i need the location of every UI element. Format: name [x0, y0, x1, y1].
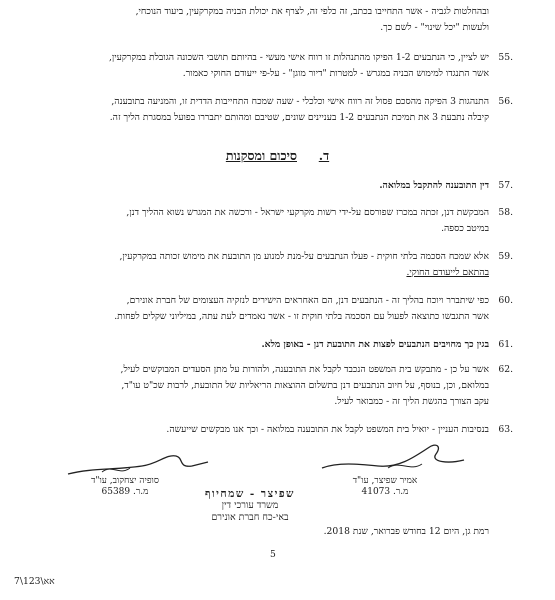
signer-license-right: מ.ר. 41073 — [361, 487, 409, 497]
paragraph-61-line-1: בגין כך מחויבים הנתבעים לפצות את התובעת דנן - באופן מלא. — [261, 339, 489, 350]
paragraph-number-61: 61. — [498, 339, 513, 350]
continuation-line-1: ובהחלטות לגביה - אשר התחייבו בכתב, זה כלפי זה, לצרף את יכולת הבניה במקרקעין, ביעוד הנוכחי, — [135, 6, 489, 17]
signer-name-left: סופיה יצחקוב, עו"ד — [91, 476, 159, 486]
paragraph-number-58: 58. — [498, 207, 513, 218]
paragraph-number-62: 62. — [498, 364, 513, 375]
signature-block-left — [70, 476, 180, 498]
section-heading — [0, 148, 555, 164]
signer-name-right: אמיר שפיצר, עו"ד — [352, 476, 418, 486]
paragraph-number-63: 63. — [498, 424, 513, 435]
paragraph-60-line-2: אשר התגבשו כתוצאה לפעול עם הסכמה בלתי חוקית זו - אשר נאמדים לעת עתה, במיליוני שקלים לפחות. — [114, 311, 489, 322]
paragraph-55-line-1: יש לציין, כי הנתבעים 1-2 הפיקו מהתנהלות זו רווח אישי מעשי - בהיותם תושבי השכונה הגובלת במקרקעין, — [109, 52, 489, 63]
paragraph-56-line-1: התנהגות 3 הפיקה מהסכם פסול זה רווח אישי וכלכלי - שעה שמכח התחייבות הדדית זו, והמניעה בתובענה, — [111, 96, 489, 107]
paragraph-57-line-1: דין התובענה להתקבל במלואה. — [379, 180, 489, 191]
law-firm-stamp — [175, 488, 325, 524]
footer-code: אא\123\7 — [14, 576, 55, 587]
paragraph-number-56: 56. — [498, 96, 513, 107]
paragraph-number-55: 55. — [498, 52, 513, 63]
continuation-line-2: ולעשות "יכל שינוי" - לשם כך. — [380, 22, 489, 33]
firm-name: שפיצר - שמחיוף — [205, 488, 295, 500]
paragraph-62-line-1: אשר על כן - מתבקש בית המשפט הנכבד לקבל את התובענה, ולהורות על מתן הסעדים המבוקשים לעיל, — [120, 364, 489, 375]
signer-license-left: מ.ר. 65389 — [101, 487, 149, 497]
paragraph-59-line-1: אלא שמכח הסכמה בלתי חוקית - פעלו הנתבעים על-מנת למנוע מן התובעת את מימוש זכותה במקרקעין, — [119, 251, 489, 262]
signature-block-right — [330, 476, 440, 498]
section-title: סיכום ומסקנות — [225, 148, 297, 163]
paragraph-58-line-1: המבקשת דנן, זכתה במכרז שפורסם על-ידי רשות מקרקעי ישראל - ורכשה את המגרש נשוא ההליך דנן, — [126, 207, 489, 218]
paragraph-number-59: 59. — [498, 251, 513, 262]
paragraph-number-60: 60. — [498, 295, 513, 306]
paragraph-number-57: 57. — [498, 180, 513, 191]
firm-line-3: באי-כח חברת אונירם — [211, 512, 289, 523]
paragraph-58-line-2: במיטב כספה. — [441, 223, 489, 234]
paragraph-62-line-3: עקב הצורך בהגשת הליך זה - כמבואר לעיל. — [334, 396, 489, 407]
page-number: 5 — [270, 549, 276, 560]
section-letter: ד. — [318, 148, 330, 163]
paragraph-62-line-2: במלואם, וכן, בנוסף, על חיוב הנתבעים דנן בתשלום ההוצאות הריאליות של התובעת, לרבות שכ"ט עו"ד, — [121, 380, 489, 391]
paragraph-63-line-1: בנסיבות העניין - יואיל בית המשפט לקבל את התובענה במלואה - וכך אנו מבקשים שייעשה. — [166, 424, 489, 435]
paragraph-59-line-2: בהתאם לייעודם החוקי. — [406, 267, 489, 278]
paragraph-55-line-2: אשר התנגדו למימוש הבניה במגרש - למטרות "דיור מוגן" - על-פי ייעודם החוקי כאמור. — [182, 68, 489, 79]
paragraph-56-line-2: קיבלה נתבעת 3 את תמיכת הנתבעים 1-2 בעניינים שונים, שטיבם ומהותם יתבררו בפועל במסגרת הליך זה. — [109, 112, 489, 123]
firm-line-2: משרד עורכי דין — [221, 500, 279, 511]
signature-scribble-right — [318, 438, 468, 478]
signature-scribble-left — [62, 446, 212, 480]
date-line: רמת גן, היום 12 בחודש פברואר, שנת 2018. — [323, 526, 489, 537]
paragraph-60-line-1: כפי שיתברר ויוכח בהליך זה - הנתבעים דנן, הם האחראים הישירים לנזקיה העצומים של חברת אונירם, — [126, 295, 489, 306]
